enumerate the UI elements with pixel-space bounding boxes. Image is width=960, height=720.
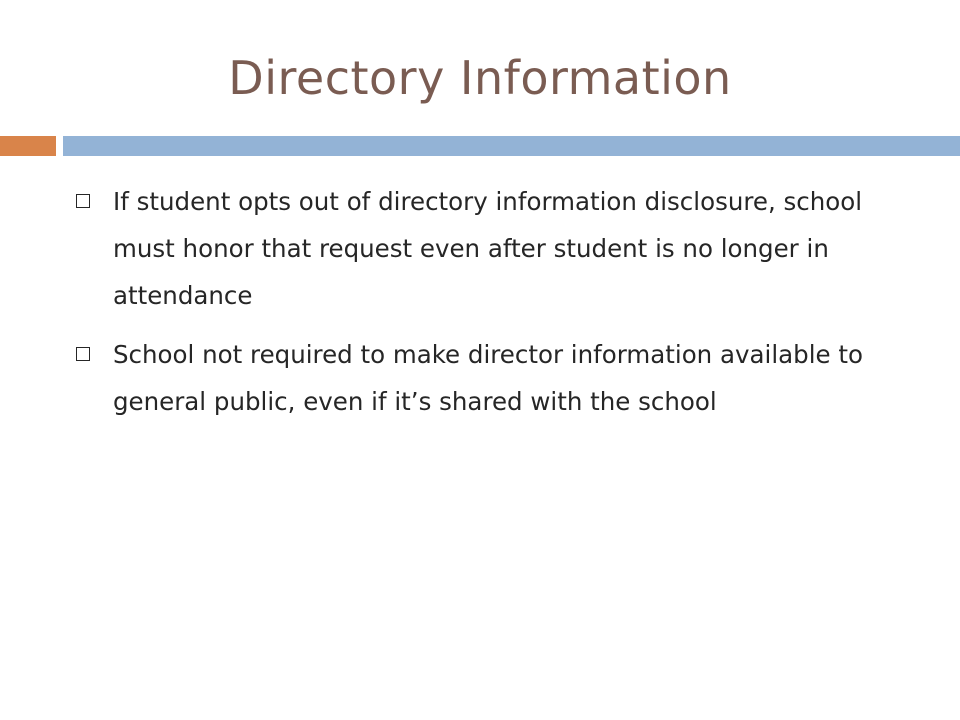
bullet-text: If student opts out of directory information disclosure, school must honor that request even after student is no longer in attendance bbox=[113, 187, 863, 310]
bullet-item bbox=[76, 331, 896, 425]
bullet-text: School not required to make director information available to general public, even if it’s shared with the school bbox=[113, 340, 863, 416]
slide-title: Directory Information bbox=[228, 51, 732, 105]
bullet-list bbox=[76, 178, 896, 437]
title-divider-bar bbox=[63, 136, 960, 156]
bullet-item bbox=[76, 178, 896, 319]
title-accent-bar bbox=[0, 136, 56, 156]
hollow-square-bullet-icon bbox=[76, 194, 90, 208]
hollow-square-bullet-icon bbox=[76, 347, 90, 361]
